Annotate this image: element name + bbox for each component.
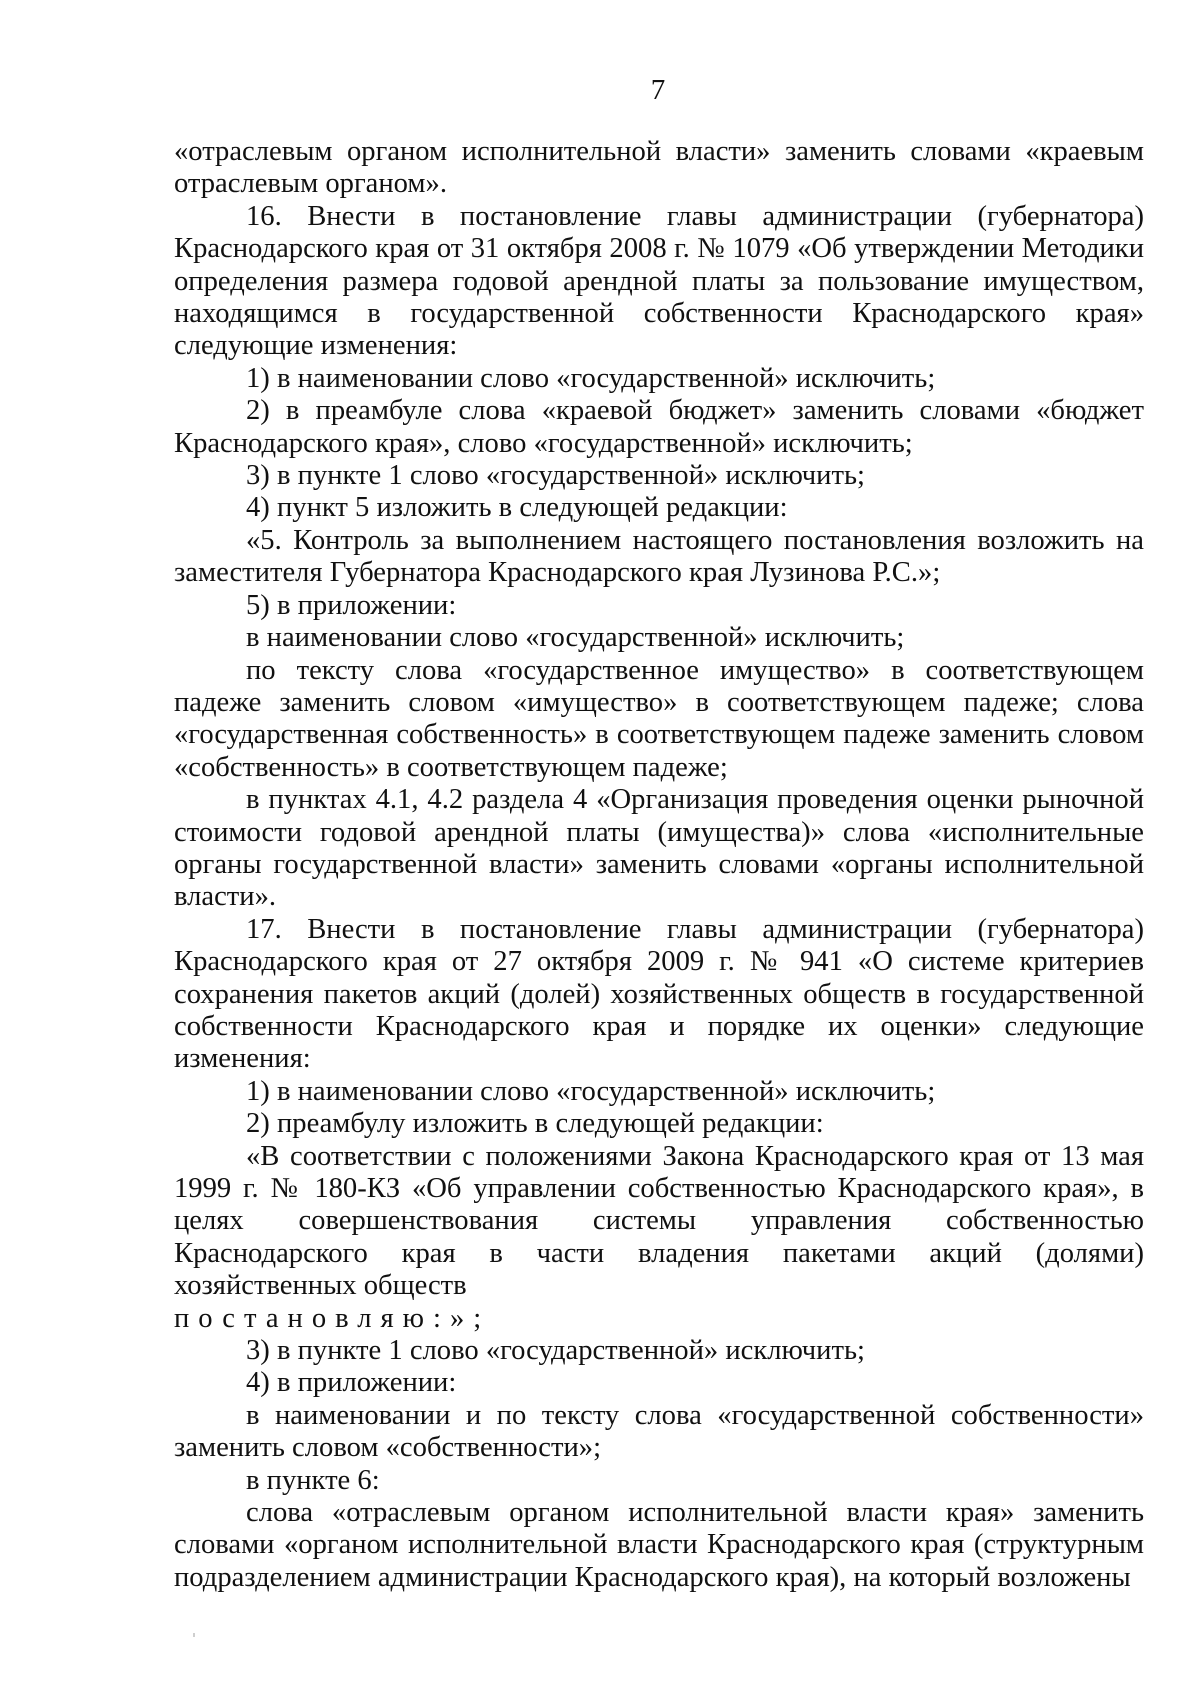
paragraph: 5) в приложении:	[246, 589, 457, 621]
paragraph: 3) в пункте 1 слово «государственной» исключить;	[246, 1335, 865, 1367]
paragraph: в наименовании слово «государственной» исключить;	[246, 622, 905, 654]
paragraph: «В соответствии с положениями Закона Краснодарского края от 13 мая 1999 г. № 180-КЗ «Об управлении собственностью Краснодарского края», в целях совершенствования системы управления собственностью Краснодарского края в части владения пакетами акций (долями) хозяйственных обществ	[174, 1140, 1144, 1302]
paragraph: 4) в приложении:	[246, 1367, 457, 1399]
paragraph: в наименовании и по тексту слова «государственной собственности» заменить словом «собственности»;	[174, 1399, 1144, 1464]
paragraph: в пункте 6:	[246, 1464, 380, 1496]
paragraph: в пунктах 4.1, 4.2 раздела 4 «Организация проведения оценки рыночной стоимости годовой арендной платы (имущества)» слова «исполнительные органы государственной власти» заменить словами «органы исполнительной власти».	[174, 784, 1144, 913]
paragraph: слова «отраслевым органом исполнительной власти края» заменить словами «органом исполнительной власти Краснодарского края (структурным подразделением администрации Краснодарского края), на который возложены	[174, 1497, 1144, 1593]
paragraph: 1) в наименовании слово «государственной» исключить;	[246, 1075, 936, 1107]
paragraph-item-17: 17. Внести в постановление главы администрации (губернатора) Краснодарского края от 27 октября 2009 г. № 941 «О системе критериев сохранения пакетов акций (долей) хозяйственных обществ в государственной собственности Краснодарского края и порядке их оценки» следующие изменения:	[174, 913, 1144, 1075]
paragraph: 3) в пункте 1 слово «государственной» исключить;	[246, 460, 865, 492]
paragraph: «5. Контроль за выполнением настоящего постановления возложить на заместителя Губернатора Краснодарского края Лузинова Р.С.»;	[174, 524, 1144, 589]
page-number: 7	[650, 74, 666, 106]
document-body	[174, 136, 1144, 1594]
paragraph: по тексту слова «государственное имущество» в соответствующем падеже заменить словом «имущество» в соответствующем падеже; слова «государственная собственность» в соответствующем падеже заменить словом «собственность» в соответствующем падеже;	[174, 654, 1144, 783]
paragraph-item-16: 16. Внести в постановление главы администрации (губернатора) Краснодарского края от 31 октября 2008 г. № 1079 «Об утверждении Методики определения размера годовой арендной платы за пользование имуществом, находящимся в государственной собственности Краснодарского края» следующие изменения:	[174, 200, 1144, 362]
scan-artifact	[193, 1633, 195, 1637]
paragraph: «отраслевым органом исполнительной власти» заменить словами «краевым отраслевым органом».	[174, 136, 1144, 200]
paragraph: 1) в наименовании слово «государственной» исключить;	[246, 362, 936, 394]
paragraph: 4) пункт 5 изложить в следующей редакции:	[246, 492, 788, 524]
paragraph: 2) в преамбуле слова «краевой бюджет» заменить словами «бюджет Краснодарского края», слово «государственной» исключить;	[174, 395, 1144, 459]
paragraph: 2) преамбулу изложить в следующей редакции:	[246, 1108, 824, 1140]
paragraph-spaced: постановляю:»;	[174, 1302, 491, 1334]
